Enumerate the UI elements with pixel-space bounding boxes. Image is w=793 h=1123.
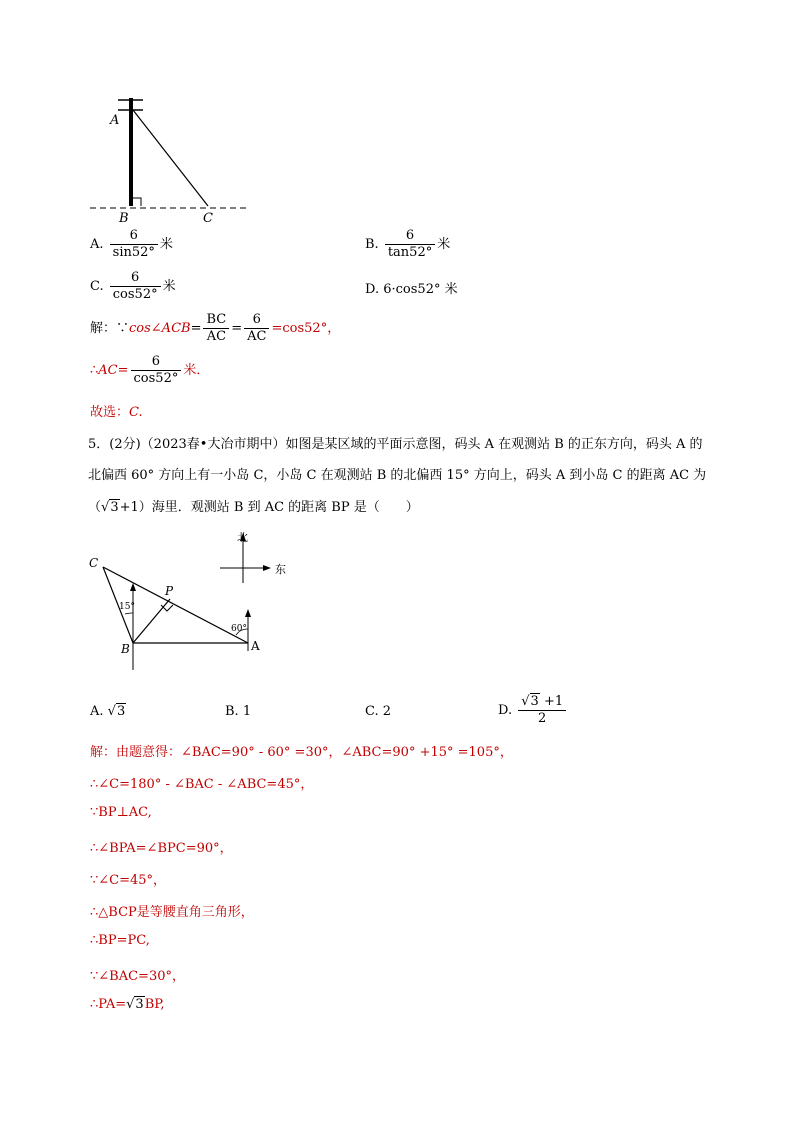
q5-option-b[interactable]: B. 1 <box>225 704 252 719</box>
q5-solution-line8: ∵∠BAC=30°， <box>90 969 185 984</box>
fraction: $\frac{6}{\sin 52^\circ}$ <box>110 228 158 261</box>
q5-stem-line3: （√3+1）海里．观测站 B 到 AC 的距离 BP 是（ ） <box>88 500 419 515</box>
q5-solution-line6: ∴△BCP是等腰直角三角形， <box>90 905 254 920</box>
angle-60-label: 60° <box>231 624 247 634</box>
q5-option-a[interactable]: A. √3 <box>90 704 126 719</box>
q5-solution-line5: ∵∠C=45°， <box>90 873 167 888</box>
q5-solution-line1: 解：由题意得：∠BAC=90° - 60° =30°，∠ABC=90° +15° =105°， <box>90 745 513 760</box>
q4-option-a[interactable]: A. $\frac{6}{\sin 52^\circ}$ 米 <box>90 228 173 260</box>
figure-pole <box>85 92 255 224</box>
label-east: 东 <box>275 563 286 576</box>
figure-map <box>85 525 295 685</box>
label-A: A <box>110 113 120 128</box>
label-C: C <box>203 211 213 224</box>
fraction: $\frac{√3 +1}{2}$ <box>518 694 566 727</box>
fraction: $\frac{6}{\cos 52^\circ}$ <box>110 270 161 303</box>
q4-option-d[interactable]: D. 6·cos52° 米 <box>365 282 458 297</box>
q4-answer: 故选：C. <box>90 405 143 420</box>
q5-solution-line7: ∴BP=PC, <box>90 933 150 948</box>
q4-option-b[interactable]: B. $\frac{6}{\tan 52^\circ}$ 米 <box>365 228 451 260</box>
q5-stem-line1: 5．(2分)（2023春•大冶市期中）如图是某区域的平面示意图，码头 A 在观测站 B 的正东方向，码头 A 的 <box>88 437 703 452</box>
label-north: 北 <box>237 531 248 544</box>
angle-15-label: 15° <box>119 602 135 612</box>
q5-stem-line2: 北偏西 60° 方向上有一小岛 C，小岛 C 在观测站 B 的北偏西 15° 方向上，码头 A 到小岛 C 的距离 AC 为 <box>88 468 707 483</box>
q5-option-c[interactable]: C. 2 <box>365 704 392 719</box>
q5-solution-line3: ∵BP⊥AC, <box>90 805 152 820</box>
label-B: B <box>119 211 129 224</box>
q5-option-d[interactable]: D. $\frac{√3 +1}{2}$ <box>498 694 568 727</box>
q5-solution-line9: ∴PA=√3BP, <box>90 997 165 1012</box>
q4-solution-line2: ∴AC= $\frac{6}{\cos 52^\circ}$ 米． <box>90 354 210 386</box>
label-B: B <box>121 642 130 656</box>
label-A: A <box>251 639 260 653</box>
q5-solution-line2: ∴∠C=180° - ∠BAC - ∠ABC=45°， <box>90 777 314 792</box>
q4-option-c[interactable]: C. $\frac{6}{\cos 52^\circ}$ 米 <box>90 270 176 302</box>
q4-solution-line1: 解：∵cos∠ACB= $\frac{BC}{AC}$ = $\frac{6}{AC}$ =cos52°， <box>90 312 341 344</box>
q5-solution-line4: ∴∠BPA=∠BPC=90°， <box>90 841 233 856</box>
fraction: $\frac{6}{\tan 52^\circ}$ <box>385 228 435 261</box>
label-C: C <box>89 556 99 570</box>
label-P: P <box>165 584 174 598</box>
